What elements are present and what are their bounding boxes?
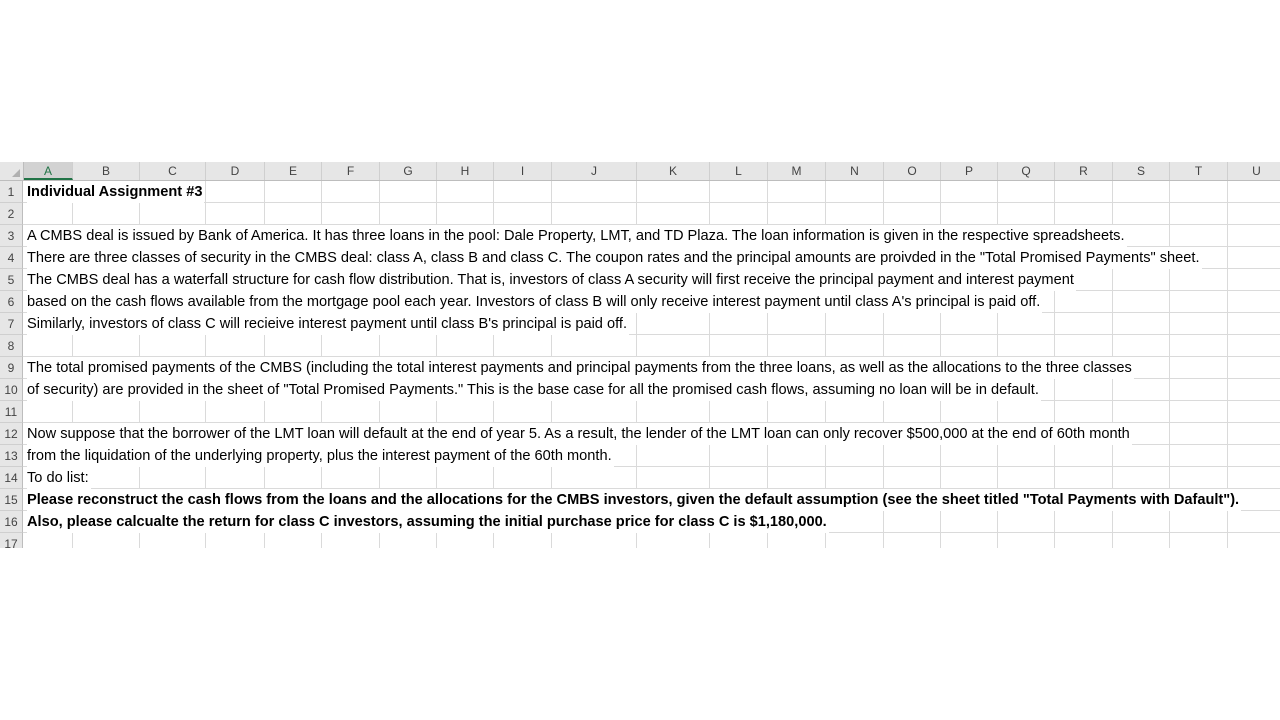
column-header-r[interactable]: R	[1055, 162, 1113, 180]
row-header[interactable]: 4	[0, 247, 23, 269]
column-header-u[interactable]: U	[1228, 162, 1280, 180]
row-header[interactable]: 17	[0, 533, 23, 548]
column-header-a[interactable]: A	[24, 162, 73, 180]
cell-a-text[interactable]: A CMBS deal is issued by Bank of America. It has three loans in the pool: Dale Property, LMT, and TD Plaza. The loan information is given in the respective spreadsheets.	[27, 225, 1127, 247]
cell-a-text[interactable]: from the liquidation of the underlying property, plus the interest payment of the 60th month.	[27, 445, 614, 467]
row-header[interactable]: 2	[0, 203, 23, 225]
row-header[interactable]: 10	[0, 379, 23, 401]
column-header-e[interactable]: E	[265, 162, 322, 180]
cell-a-text[interactable]: The CMBS deal has a waterfall structure for cash flow distribution. That is, investors of class A security will first receive the principal payment and interest payment	[27, 269, 1076, 291]
column-header-b[interactable]: B	[73, 162, 140, 180]
row-header[interactable]: 16	[0, 511, 23, 533]
cell-a-text[interactable]: of security) are provided in the sheet of "Total Promised Payments." This is the base case for all the promised cash flows, assuming no loan will be in default.	[27, 379, 1041, 401]
sheet-row[interactable]	[0, 335, 1280, 357]
column-header-g[interactable]: G	[380, 162, 437, 180]
cell-a-text[interactable]	[27, 203, 29, 225]
column-header-n[interactable]: N	[826, 162, 884, 180]
sheet-row[interactable]	[0, 181, 1280, 203]
cell-a-text[interactable]: Also, please calcualte the return for class C investors, assuming the initial purchase price for class C is $1,180,000.	[27, 511, 829, 533]
column-header-o[interactable]: O	[884, 162, 941, 180]
cell-a-text[interactable]: There are three classes of security in the CMBS deal: class A, class B and class C. The coupon rates and the principal amounts are proivded in the "Total Promised Payments" sheet.	[27, 247, 1202, 269]
sheet-row[interactable]	[0, 489, 1280, 511]
sheet-row[interactable]	[0, 467, 1280, 489]
row-header[interactable]: 14	[0, 467, 23, 489]
row-header[interactable]: 6	[0, 291, 23, 313]
sheet-row[interactable]	[0, 247, 1280, 269]
sheet-row[interactable]	[0, 313, 1280, 335]
sheet-row[interactable]	[0, 269, 1280, 291]
row-header[interactable]: 12	[0, 423, 23, 445]
cell-a-text[interactable]: Similarly, investors of class C will recieive interest payment until class B's principal is paid off.	[27, 313, 629, 335]
cell-a-text[interactable]: Please reconstruct the cash flows from the loans and the allocations for the CMBS investors, given the default assumption (see the sheet titled "Total Payments with Dafault").	[27, 489, 1241, 511]
column-header-l[interactable]: L	[710, 162, 768, 180]
sheet-row[interactable]	[0, 291, 1280, 313]
row-header[interactable]: 5	[0, 269, 23, 291]
sheet-row[interactable]	[0, 203, 1280, 225]
column-header-j[interactable]: J	[552, 162, 637, 180]
row-header[interactable]: 13	[0, 445, 23, 467]
row-header[interactable]: 8	[0, 335, 23, 357]
row-header[interactable]: 9	[0, 357, 23, 379]
cell-a-text[interactable]: To do list:	[27, 467, 91, 489]
spreadsheet-grid[interactable]	[0, 162, 1280, 548]
cell-a-text[interactable]	[27, 533, 29, 548]
sheet-row[interactable]	[0, 225, 1280, 247]
column-header-m[interactable]: M	[768, 162, 826, 180]
sheet-row[interactable]	[0, 423, 1280, 445]
select-all-corner[interactable]	[0, 162, 24, 180]
cell-a-text[interactable]	[27, 401, 29, 423]
column-header-f[interactable]: F	[322, 162, 380, 180]
column-header-d[interactable]: D	[206, 162, 265, 180]
column-header-t[interactable]: T	[1170, 162, 1228, 180]
row-header[interactable]: 1	[0, 181, 23, 203]
cell-a-text[interactable]: Now suppose that the borrower of the LMT loan will default at the end of year 5. As a result, the lender of the LMT loan can only recover $500,000 at the end of 60th month	[27, 423, 1132, 445]
column-header-c[interactable]: C	[140, 162, 206, 180]
column-header-k[interactable]: K	[637, 162, 710, 180]
row-header[interactable]: 15	[0, 489, 23, 511]
cell-a-text[interactable]: Individual Assignment #3	[27, 181, 204, 203]
cell-a-text[interactable]: based on the cash flows available from the mortgage pool each year. Investors of class B will only receive interest payment until class A's principal is paid off.	[27, 291, 1042, 313]
column-header-i[interactable]: I	[494, 162, 552, 180]
column-header-p[interactable]: P	[941, 162, 998, 180]
column-header-q[interactable]: Q	[998, 162, 1055, 180]
column-header-s[interactable]: S	[1113, 162, 1170, 180]
sheet-row[interactable]	[0, 445, 1280, 467]
sheet-row[interactable]	[0, 401, 1280, 423]
sheet-row[interactable]	[0, 511, 1280, 533]
column-header-bar	[0, 162, 1280, 181]
row-header[interactable]: 11	[0, 401, 23, 423]
column-header-h[interactable]: H	[437, 162, 494, 180]
row-header[interactable]: 7	[0, 313, 23, 335]
row-header[interactable]: 3	[0, 225, 23, 247]
sheet-row[interactable]	[0, 379, 1280, 401]
sheet-row[interactable]	[0, 533, 1280, 548]
cell-a-text[interactable]	[27, 335, 29, 357]
sheet-row[interactable]	[0, 357, 1280, 379]
cell-a-text[interactable]: The total promised payments of the CMBS (including the total interest payments and principal payments from the three loans, as well as the allocations to the three classes	[27, 357, 1134, 379]
